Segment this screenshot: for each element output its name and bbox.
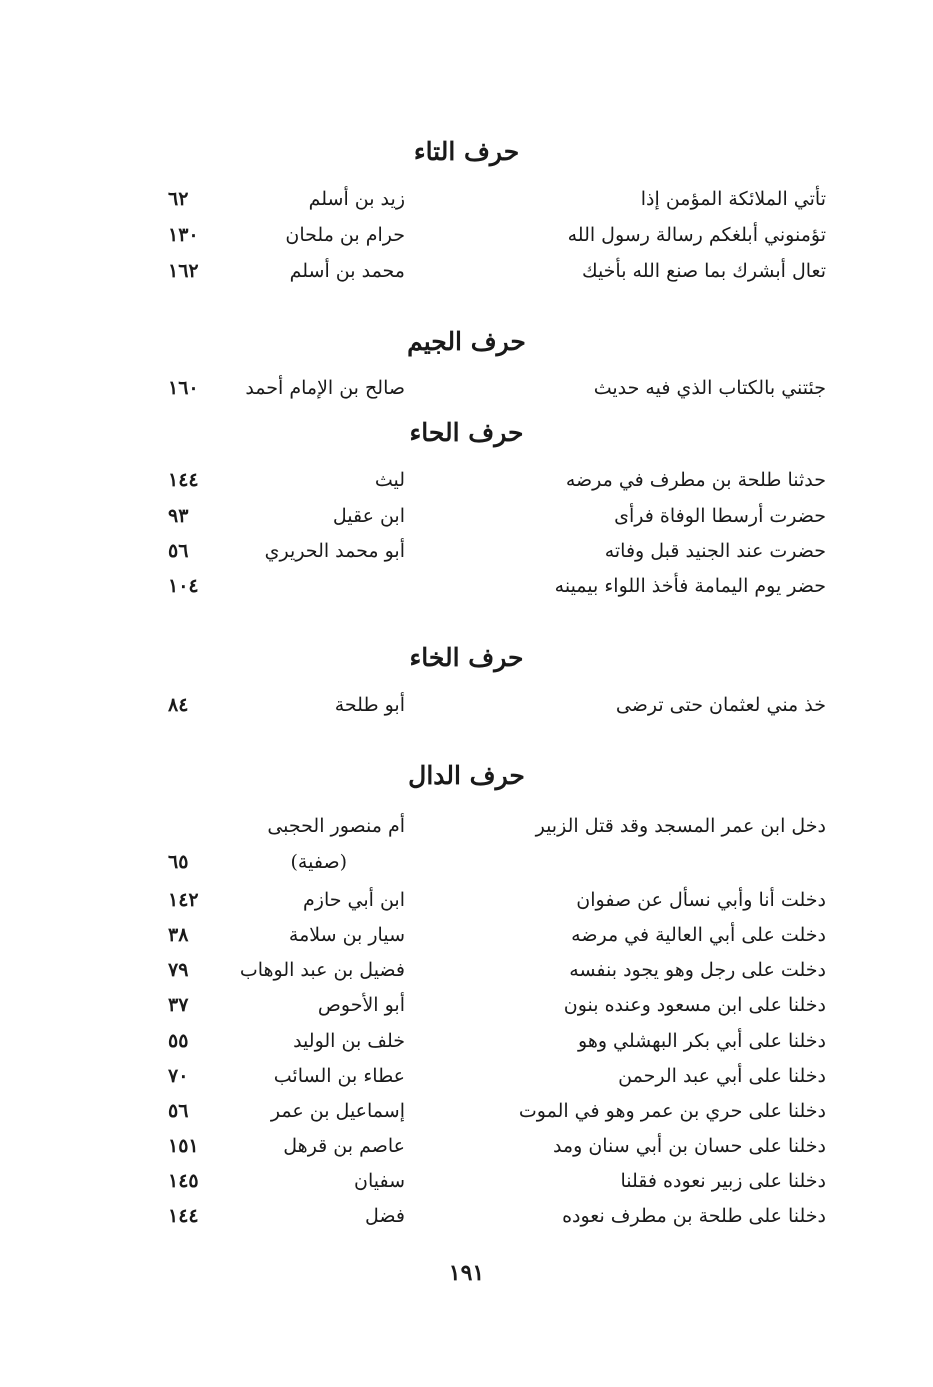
entry-text: تأتي الملائكة المؤمن إذا [640,188,826,210]
index-entry [0,463,933,497]
entry-narrator: حرام بن ملحان [285,224,405,246]
index-entry [0,371,933,405]
entry-text: خذ مني لعثمان حتى ترضى [615,694,826,716]
entry-page: ١٠٤ [168,575,199,597]
entry-narrator: سيار بن سلامة [288,924,405,946]
entry-narrator: فضل [365,1205,405,1227]
entry-text: حضرت أرسطا الوفاة فرأى [614,505,826,527]
index-entry [0,182,933,216]
entry-narrator: خلف بن الوليد [293,1030,405,1052]
index-entry [0,809,933,843]
entry-text: دخلت على رجل وهو يجود بنفسه [569,959,826,981]
entry-page: ١٤٤ [168,1205,199,1227]
entry-text: دخلنا على ابن مسعود وعنده بنون [563,994,826,1016]
entry-page: ٣٨ [168,924,189,946]
index-entry [0,1094,933,1128]
entry-page: ١٣٠ [168,224,199,246]
index-entry [0,1164,933,1198]
entry-page: ٥٦ [168,1100,189,1122]
entry-narrator: أبو طلحة [334,694,405,716]
index-entry [0,218,933,252]
index-entry [0,499,933,533]
index-entry [0,883,933,917]
section-heading-khaa: حرف الخاء [409,643,524,672]
entry-text: دخلنا على طلحة بن مطرف نعوده [562,1205,826,1227]
index-entry [0,1024,933,1058]
entry-page: ٦٢ [168,188,189,210]
entry-page: ٥٦ [168,540,189,562]
entry-text: تعال أبشرك بما صنع الله بأخيك [581,260,826,282]
entry-narrator: محمد بن أسلم [289,260,405,282]
entry-narrator: أبو الأحوص [317,994,405,1016]
entry-narrator: زيد بن أسلم [308,188,405,210]
section-heading-jeem: حرف الجيم [407,327,526,356]
section-heading-haa: حرف الحاء [409,418,524,447]
entry-narrator: سفيان [353,1170,405,1192]
index-entry [0,569,933,603]
entry-text: دخلنا على أبي عبد الرحمن [618,1065,826,1087]
entry-narrator: ابن أبي حازم [303,889,405,911]
entry-narrator: فضيل بن عبد الوهاب [239,959,405,981]
entry-narrator: ابن عقيل [332,505,405,527]
entry-text: حضرت عند الجنيد قبل وفاته [604,540,826,562]
entry-text: دخل ابن عمر المسجد وقد قتل الزبير [535,815,826,837]
entry-page: ٩٣ [168,505,189,527]
page-number: ١٩١ [448,1260,485,1286]
entry-page: ١٦٠ [168,377,199,399]
entry-narrator: عطاء بن السائب [273,1065,405,1087]
entry-page: ١٥١ [168,1135,199,1157]
entry-narrator: (صفية) [290,851,347,873]
index-entry [0,688,933,722]
entry-text: جئتني بالكتاب الذي فيه حديث [593,377,826,399]
index-entry [0,1199,933,1233]
index-entry [0,1129,933,1163]
entry-page: ٧٩ [168,959,189,981]
entry-narrator: صالح بن الإمام أحمد [245,377,405,399]
entry-text: دخلنا على حري بن عمر وهو في الموت [518,1100,826,1122]
entry-page: ٣٧ [168,994,189,1016]
entry-text: دخلنا على حسان بن أبي سنان ومد [552,1135,826,1157]
entry-narrator: ليث [374,469,405,491]
entry-text: تؤمنوني أبلغكم رسالة رسول الله [567,224,826,246]
entry-page: ٧٠ [168,1065,189,1087]
index-entry [0,534,933,568]
index-entry [0,953,933,987]
entry-text: دخلت على أبي العالية في مرضه [571,924,826,946]
entry-page: ٨٤ [168,694,189,716]
index-entry [0,254,933,288]
entry-text: دخلت أنا وأبي نسأل عن صفوان [576,889,826,911]
entry-text: حضر يوم اليمامة فأخذ اللواء بيمينه [554,575,826,597]
index-entry [0,845,933,879]
entry-narrator: عاصم بن قرهل [283,1135,405,1157]
section-heading-taa: حرف التاء [413,137,520,166]
index-entry [0,918,933,952]
entry-page: ١٤٥ [168,1170,199,1192]
entry-page: ٦٥ [168,851,189,873]
entry-page: ١٦٢ [168,260,199,282]
entry-text: دخلنا على زبير نعوده فقلنا [620,1170,826,1192]
entry-text: دخلنا على أبي بكر البهشلي وهو [578,1030,826,1052]
entry-page: ٥٥ [168,1030,189,1052]
entry-narrator: أم منصور الحجبى [267,815,405,837]
entry-text: حدثنا طلحة بن مطرف في مرضه [565,469,826,491]
section-heading-dal: حرف الدال [408,761,525,790]
index-entry [0,1059,933,1093]
entry-narrator: أبو محمد الحريري [264,540,405,562]
entry-page: ١٤٤ [168,469,199,491]
entry-page: ١٤٢ [168,889,199,911]
entry-narrator: إسماعيل بن عمر [270,1100,405,1122]
index-entry [0,988,933,1022]
